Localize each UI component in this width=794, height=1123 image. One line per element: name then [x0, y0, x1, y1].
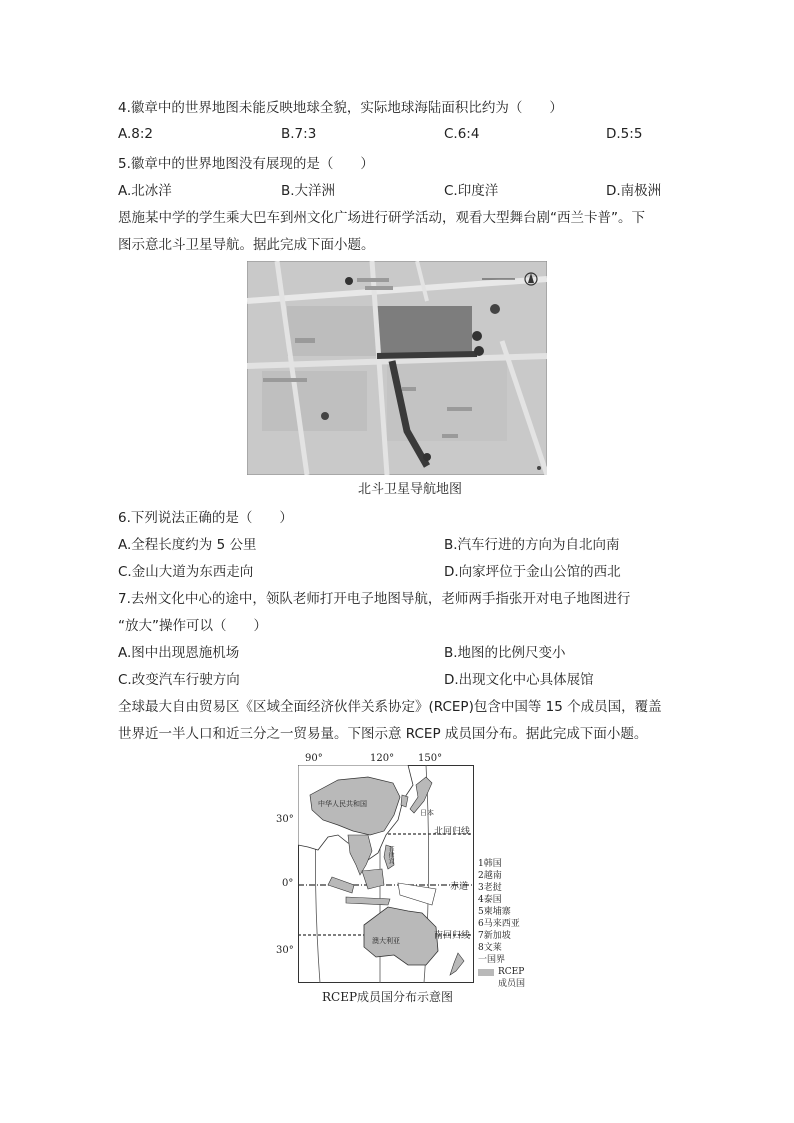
philippines-label: 菲律宾: [387, 846, 394, 864]
question-7-stem-line-1: 7.去州文化中心的途中，领队老师打开电子地图导航，老师两手指张开对电子地图进行: [118, 591, 631, 607]
legend-item: 2越南: [478, 871, 502, 881]
legend-item: 6马来西亚: [478, 919, 520, 929]
q7-option-a: A.图中出现恩施机场: [118, 645, 240, 661]
lat-label-30s: 30°: [276, 945, 294, 956]
q5-option-d: D.南极洲: [606, 183, 662, 199]
question-5-stem: 5.徽章中的世界地图没有展现的是（ ）: [118, 156, 374, 172]
question-7-stem-line-2: “放大”操作可以（ ）: [118, 618, 267, 634]
legend-item: RCEP: [498, 967, 525, 977]
q7-option-c: C.改变汽车行驶方向: [118, 672, 240, 688]
q6-option-d: D.向家坪位于金山公馆的西北: [444, 564, 621, 580]
tropic-of-capricorn-label: 南回归线: [434, 931, 471, 941]
legend-item: 成员国: [498, 979, 526, 989]
legend-item: 3老挝: [478, 883, 502, 893]
navigation-map-image: [247, 261, 547, 475]
lon-label-150: 150°: [418, 753, 443, 764]
legend-item: 8文莱: [478, 943, 502, 953]
rcep-map-legend: [478, 858, 525, 990]
china-label: 中华人民共和国: [318, 800, 367, 808]
map-2-caption: RCEP成员国分布示意图: [322, 990, 454, 1004]
intro-2-line-2: 世界近一半人口和近三分之一贸易量。下图示意 RCEP 成员国分布。据此完成下面小题。: [118, 726, 648, 742]
intro-2-line-1: 全球最大自由贸易区《区域全面经济伙伴关系协定》(RCEP)包含中国等 15 个成员国，覆盖: [118, 699, 662, 715]
intro-1-line-2: 图示意北斗卫星导航。据此完成下面小题。: [118, 237, 375, 253]
question-4-stem: 4.徽章中的世界地图未能反映地球全貌，实际地球海陆面积比约为（ ）: [118, 100, 563, 116]
legend-rcep-swatch-row: [478, 966, 525, 978]
q7-option-d: D.出现文化中心具体展馆: [444, 672, 594, 688]
q4-option-d: D.5:5: [606, 126, 643, 142]
question-6-stem: 6.下列说法正确的是（ ）: [118, 510, 293, 526]
rcep-map-image: [298, 765, 474, 983]
tropic-of-cancer-label: 北回归线: [434, 827, 471, 837]
q5-option-a: A.北冰洋: [118, 183, 172, 199]
q6-option-a: A.全程长度约为 5 公里: [118, 537, 257, 553]
q6-option-b: B.汽车行进的方向为自北向南: [444, 537, 620, 553]
q4-option-c: C.6:4: [444, 126, 480, 142]
japan-label: 日本: [420, 809, 434, 817]
legend-item: 4泰国: [478, 895, 502, 905]
lat-label-30n: 30°: [276, 814, 294, 825]
legend-item: 7新加坡: [478, 931, 511, 941]
q4-option-a: A.8:2: [118, 126, 154, 142]
lat-label-0: 0°: [282, 878, 294, 889]
q5-option-c: C.印度洋: [444, 183, 499, 199]
legend-item: 一国界: [478, 955, 506, 965]
lon-label-90: 90°: [305, 753, 323, 764]
rcep-swatch: [478, 969, 494, 976]
map-1-caption: 北斗卫星导航地图: [358, 482, 463, 497]
legend-item: 1韩国: [478, 859, 502, 869]
australia-label: 澳大利亚: [372, 937, 400, 945]
equator-label: 赤道: [450, 882, 469, 892]
lon-label-120: 120°: [370, 753, 395, 764]
intro-1-line-1: 恩施某中学的学生乘大巴车到州文化广场进行研学活动，观看大型舞台剧“西兰卡普”。下: [118, 210, 645, 226]
q5-option-b: B.大洋洲: [281, 183, 336, 199]
legend-item: 5柬埔寨: [478, 907, 511, 917]
q7-option-b: B.地图的比例尺变小: [444, 645, 566, 661]
q6-option-c: C.金山大道为东西走向: [118, 564, 254, 580]
q4-option-b: B.7:3: [281, 126, 317, 142]
